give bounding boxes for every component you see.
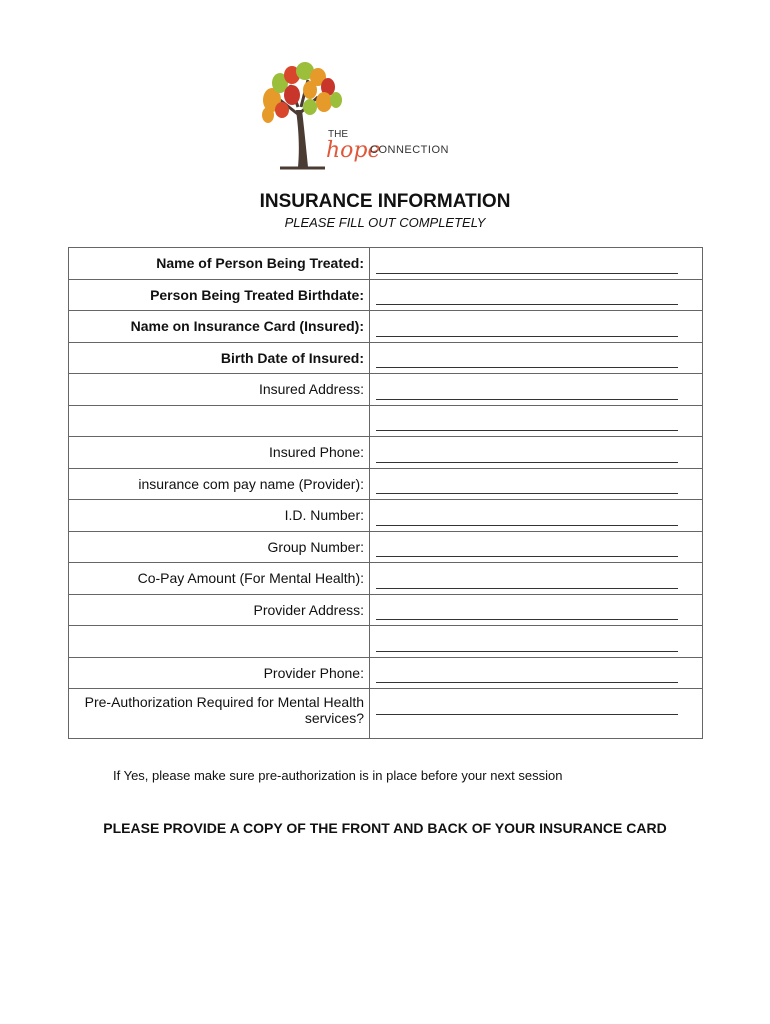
field-label: Insured Address: <box>69 374 370 406</box>
form-row <box>69 594 703 626</box>
fill-in-blank[interactable] <box>376 574 678 589</box>
field-label: insurance com pay name (Provider): <box>69 468 370 500</box>
fill-in-blank[interactable] <box>376 290 678 305</box>
field-label: Name of Person Being Treated: <box>69 248 370 280</box>
form-row <box>69 531 703 563</box>
field-label: Name on Insurance Card (Insured): <box>69 311 370 343</box>
field-label: Insured Phone: <box>69 437 370 469</box>
form-row <box>69 657 703 689</box>
tree-logo-icon <box>250 55 480 180</box>
form-row <box>69 563 703 595</box>
logo-connection: CONNECTION <box>370 144 449 156</box>
field-label: I.D. Number: <box>69 500 370 532</box>
fill-in-blank[interactable] <box>376 542 678 557</box>
field-value-cell <box>370 531 703 563</box>
fill-in-blank[interactable] <box>376 511 678 526</box>
fill-in-blank[interactable] <box>376 385 678 400</box>
page-subtitle: PLEASE FILL OUT COMPLETELY <box>284 215 486 230</box>
form-row <box>69 311 703 343</box>
field-value-cell <box>370 248 703 280</box>
field-label: Birth Date of Insured: <box>69 342 370 374</box>
form-row <box>69 437 703 469</box>
field-label <box>69 626 370 658</box>
field-label: Group Number: <box>69 531 370 563</box>
field-label: Provider Phone: <box>69 657 370 689</box>
field-label: Provider Address: <box>69 594 370 626</box>
form-row <box>69 405 703 437</box>
field-value-cell <box>370 500 703 532</box>
field-label <box>69 405 370 437</box>
field-value-cell <box>370 657 703 689</box>
fill-in-blank[interactable] <box>376 668 678 683</box>
form-row <box>69 689 703 739</box>
field-label: Pre-Authorization Required for Mental Health services? <box>69 689 370 739</box>
form-row <box>69 342 703 374</box>
fill-in-blank[interactable] <box>376 448 678 463</box>
form-row <box>69 374 703 406</box>
page-title: INSURANCE INFORMATION <box>259 191 511 212</box>
field-value-cell <box>370 626 703 658</box>
fill-in-blank[interactable] <box>376 479 678 494</box>
field-value-cell <box>370 342 703 374</box>
fill-in-blank[interactable] <box>376 259 678 274</box>
field-value-cell <box>370 468 703 500</box>
fill-in-blank[interactable] <box>376 605 678 620</box>
field-value-cell <box>370 311 703 343</box>
field-value-cell <box>370 689 703 739</box>
field-label: Co-Pay Amount (For Mental Health): <box>69 563 370 595</box>
insurance-form-table <box>68 247 703 739</box>
form-row <box>69 468 703 500</box>
logo-the: THE <box>328 129 348 140</box>
fill-in-blank[interactable] <box>376 353 678 368</box>
field-label: Person Being Treated Birthdate: <box>69 279 370 311</box>
hope-connection-logo <box>250 55 480 180</box>
form-row <box>69 500 703 532</box>
fill-in-blank[interactable] <box>376 637 678 652</box>
field-value-cell <box>370 437 703 469</box>
insurance-card-instruction: PLEASE PROVIDE A COPY OF THE FRONT AND BACK OF YOUR INSURANCE CARD <box>103 820 667 836</box>
field-value-cell <box>370 563 703 595</box>
form-row <box>69 279 703 311</box>
form-row <box>69 248 703 280</box>
field-value-cell <box>370 594 703 626</box>
fill-in-blank[interactable] <box>376 416 678 431</box>
field-value-cell <box>370 405 703 437</box>
fill-in-blank[interactable] <box>376 322 678 337</box>
logo-hope: hope <box>326 138 381 163</box>
pre-authorization-note: If Yes, please make sure pre-authorization is in place before your next session <box>113 768 563 783</box>
fill-in-blank[interactable] <box>376 700 678 715</box>
field-value-cell <box>370 279 703 311</box>
form-row <box>69 626 703 658</box>
field-value-cell <box>370 374 703 406</box>
